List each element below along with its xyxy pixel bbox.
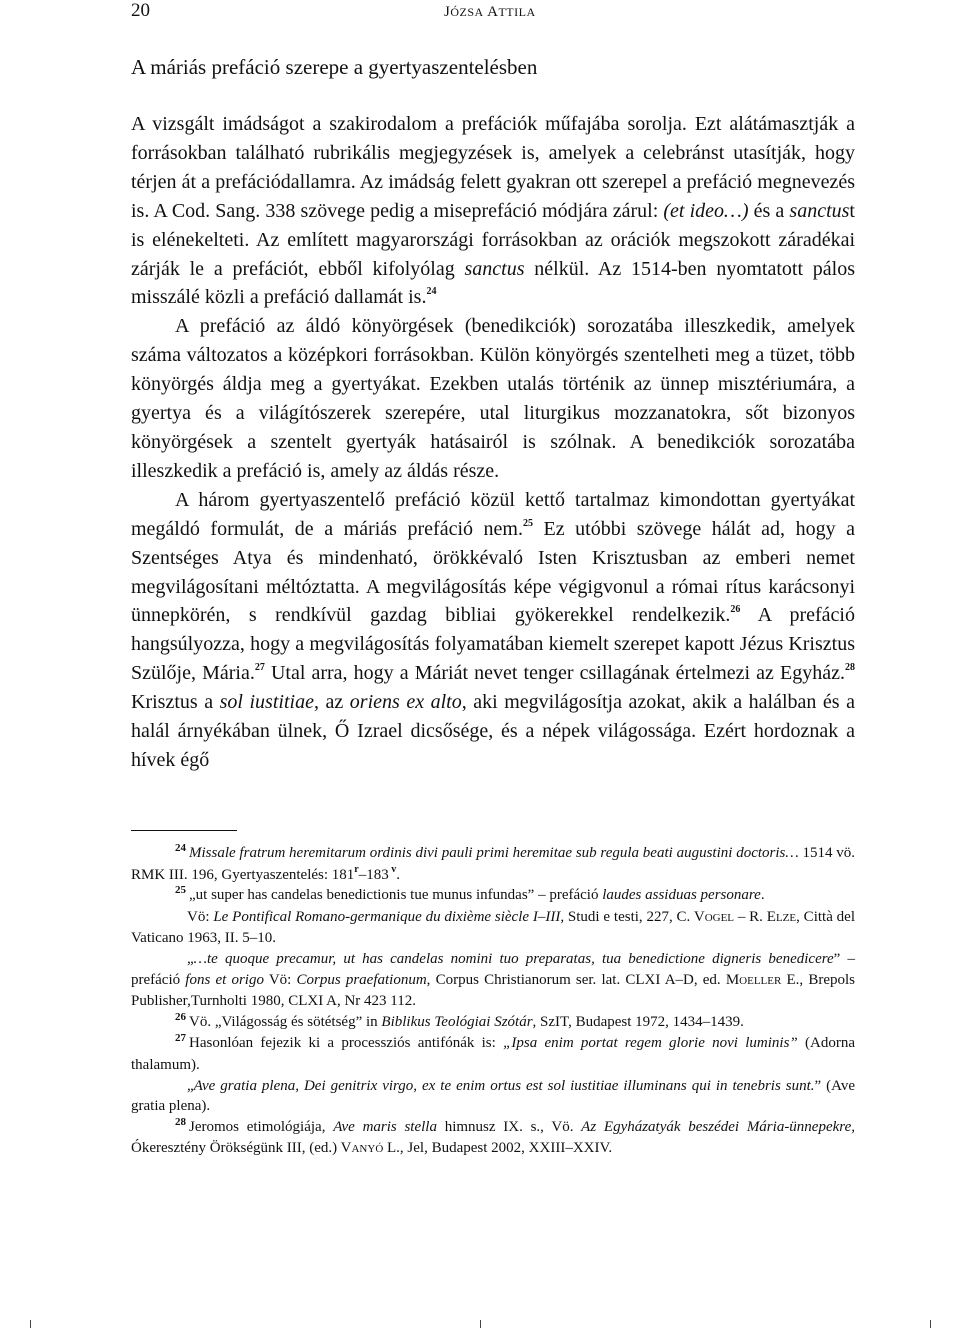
footnote-ref-28[interactable]: 28 (845, 662, 855, 674)
footnote-ref-24[interactable]: 24 (426, 286, 437, 298)
footnote-25-continued: Vö: Le Pontifical Romano-germanique du dixième siècle I–III, Studi e testi, 227, C. VOGEL – R. ELZE, Città del Vaticano 1963, II. 5–10. (131, 908, 855, 947)
crop-mark-center (480, 1320, 481, 1328)
footnote-ref-26[interactable]: 26 (730, 604, 741, 616)
footnote-26: $^{26}$ Vö. „Világosság és sötétség” in Biblikus Teológiai Szótár, SzIT, Budapest 1972, 1434–1439. (175, 1010, 744, 1030)
running-header-author: JÓZSA ATTILA (444, 4, 536, 20)
footnote-separator (131, 830, 237, 831)
footnote-28: $^{28}$ Jeromos etimológiája, Ave maris stella himnusz IX. s., Vö. Az Egyházatyák beszédei Mária-ünnepekre, Ókeresztény Örökségünk III, (ed.) VANYÓ L., Jel, Budapest 2002, XXIII–XXIV. (131, 1115, 855, 1157)
footnote-27: $^{27}$ Hasonlóan fejezik ki a processziós antifónák is: „Ipsa enim portat regem glorie novi luminis” (Adorna thalamum). (131, 1032, 855, 1073)
footnote-24: $^{24}$ Missale fratrum heremitarum ordinis divi pauli primi heremitae sub regula beati augustini doctoris… 1514 vö. RMK III. 196, Gyertyaszentelés: 181$^r$–183 $^v$. (131, 842, 855, 883)
page-number: 20 (131, 0, 150, 21)
footnotes (131, 843, 855, 1160)
footnote-27-quote: „Ave gratia plena, Dei genitrix virgo, ex te enim ortus est sol iustitiae illuminans qui in tenebris sunt.” (Ave gratia plena). (131, 1077, 855, 1115)
footnote-ref-25[interactable]: 25 (522, 517, 533, 529)
footnote-25-quote: „…te quoque precamur, ut has candelas nomini tuo preparatas, tua benedictione digneris benedicere” – prefáció fons et origo Vö: Corpus praefationum, Corpus Christianorum ser. lat. CLXI A–D, ed. MOELLER E., Brepols Publisher,Turnholti 1980, CLXI A, Nr 423 112. (131, 950, 855, 1010)
footnote-ref-27[interactable]: 27 (254, 662, 265, 674)
body-text (131, 110, 855, 775)
footnote-25: $^{25}$ „ut super has candelas benedictionis tue munus infundas” – prefáció laudes assiduas personare. (175, 884, 765, 904)
section-title: A máriás prefáció szerepe a gyertyaszentelésben (131, 55, 538, 79)
paragraph-3: A három gyertyaszentelő prefáció közül kettő tartalmaz kimondottan gyertyákat megáldó formulát, de a máriás prefáció nem.$^{25}$ Ez utóbbi szövege hálát ad, hogy a Szentséges Atya és mindenható, örökkévaló Isten Krisztusban az emberi nemet megvilágosítani méltóztatta. A megvilágosítás képe végigvonul a római rítus karácsonyi ünnepkörén, s rendkívül gazdag bibliai gyökerekkel rendelkezik.$^{26}$ A prefáció hangsúlyozza, hogy a megvilágosítás folyamatában kiemelt szerepet kapott Jézus Krisztus Szülője, Mária.$^{27}$ Utal arra, hogy a Máriát nevet tenger csillagának értelmezi az Egyház.$^{28}$ Krisztus a sol iustitiae, az oriens ex alto, aki megvilágosítja azokat, akik a halálban és a halál árnyékában ülnek, Ő Izrael dicsősége, és a népek világossága. Ezért hordoznak a hívek égő (131, 488, 855, 771)
crop-mark-left (30, 1320, 31, 1328)
paragraph-2: A prefáció az áldó könyörgések (benedikciók) sorozatába illeszkedik, amelyek száma változatos a középkori forrásokban. Külön könyörgés szentelheti meg a tüzet, több könyörgés áldja meg a gyertyákat. Ezekben utalás történik az ünnep misztériumára, a gyertya és a világítószerek szerepére, utal liturgikus mozzanatokra, sőt bizonyos könyörgések a szentelt gyertyák hatásairól is szólnak. A benedikciók sorozatába illeszkedik a prefáció is, amely az áldás része. (131, 315, 855, 482)
crop-mark-right (930, 1320, 931, 1328)
paragraph-1: A vizsgált imádságot a szakirodalom a prefációk műfajába sorolja. Ezt alátámasztják a forrásokban található rubrikális megjegyzések is, amelyek a celebránst utasítják, hogy térjen át a prefációdallamra. Az imádság felett gyakran ott szerepel a prefáció megnevezés is. A Cod. Sang. 338 szövege pedig a miseprefáció módjára zárul: (et ideo…) és a sanctust is elénekelteti. Az említett magyarországi forrásokban az orációk megszokott záradékai zárják le a prefációt, ebből kifolyólag sanctus nélkül. Az 1514-ben nyomtatott pálos misszálé közli a prefáció dallamát is.$^{24}$ (131, 113, 855, 309)
